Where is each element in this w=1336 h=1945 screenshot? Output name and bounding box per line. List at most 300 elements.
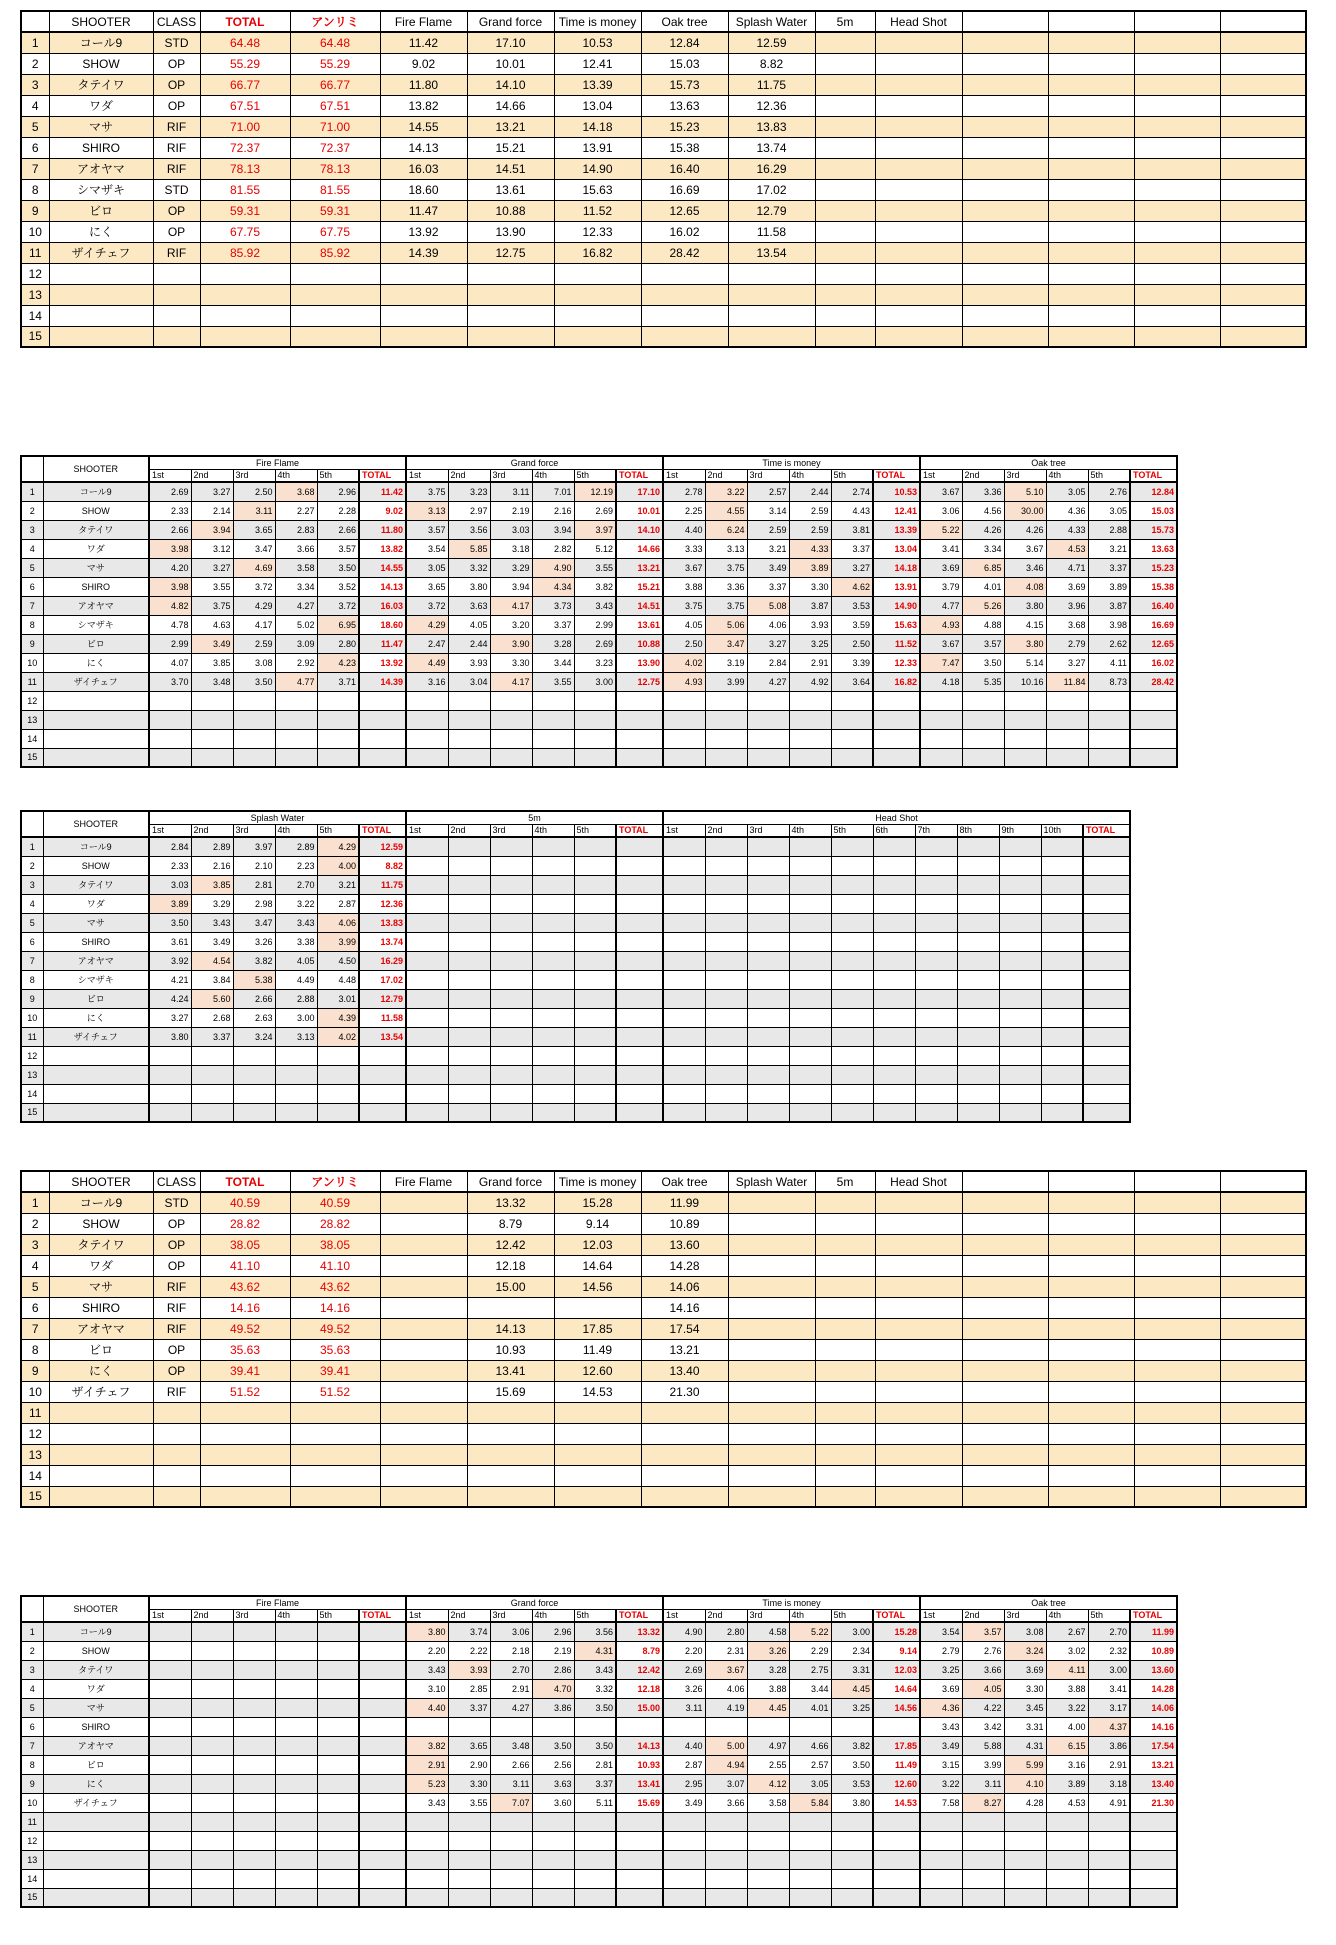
table-row bbox=[21, 179, 1306, 200]
score-cell bbox=[574, 1008, 616, 1027]
score-cell: 4.19 bbox=[705, 1698, 747, 1717]
score-cell bbox=[831, 1850, 873, 1869]
score-cell bbox=[663, 932, 705, 951]
score-cell bbox=[275, 1755, 317, 1774]
blank-cell bbox=[1134, 32, 1220, 53]
event-score-cell: 13.39 bbox=[554, 74, 641, 95]
score-cell bbox=[962, 710, 1004, 729]
discipline-header: Grand force bbox=[406, 456, 663, 469]
score-cell bbox=[789, 691, 831, 710]
score-cell bbox=[962, 1888, 1004, 1907]
summary-table bbox=[20, 1170, 1307, 1508]
shooter-name-cell: ワダ bbox=[43, 894, 149, 913]
score-cell: 3.56 bbox=[448, 520, 490, 539]
score-cell: 3.67 bbox=[705, 1660, 747, 1679]
event-column-header: Oak tree bbox=[641, 11, 728, 32]
event-score-cell: 15.28 bbox=[554, 1192, 641, 1213]
total-cell: 67.51 bbox=[200, 95, 290, 116]
score-cell bbox=[1041, 913, 1083, 932]
score-cell: 3.75 bbox=[705, 558, 747, 577]
shooter-name-cell: マサ bbox=[49, 1276, 153, 1297]
row-number-cell: 14 bbox=[21, 729, 43, 748]
score-cell: 3.50 bbox=[962, 653, 1004, 672]
score-cell bbox=[574, 1103, 616, 1122]
event-total-cell: 21.30 bbox=[1130, 1793, 1177, 1812]
score-cell bbox=[448, 729, 490, 748]
score-cell bbox=[747, 748, 789, 767]
score-cell bbox=[490, 913, 532, 932]
shooter-name-cell bbox=[43, 1888, 149, 1907]
score-cell: 3.68 bbox=[275, 482, 317, 501]
total-cell: 78.13 bbox=[200, 158, 290, 179]
score-cell: 3.03 bbox=[149, 875, 191, 894]
total-cell bbox=[200, 305, 290, 326]
score-cell bbox=[448, 913, 490, 932]
score-cell: 3.37 bbox=[1088, 558, 1130, 577]
score-cell: 3.48 bbox=[191, 672, 233, 691]
shot-column-header: 5th bbox=[317, 469, 359, 482]
row-number-cell: 5 bbox=[21, 1276, 49, 1297]
blank-cell bbox=[962, 305, 1048, 326]
blank-cell bbox=[1134, 221, 1220, 242]
blank-cell bbox=[962, 326, 1048, 347]
total-cell bbox=[200, 1402, 290, 1423]
row-number-cell: 13 bbox=[21, 1850, 43, 1869]
score-cell bbox=[574, 1869, 616, 1888]
event-score-cell: 13.92 bbox=[380, 221, 467, 242]
blank-cell bbox=[1048, 1192, 1134, 1213]
score-cell: 4.31 bbox=[1004, 1736, 1046, 1755]
score-cell bbox=[191, 1755, 233, 1774]
shooter-name-cell: ビロ bbox=[43, 1755, 149, 1774]
score-cell: 3.12 bbox=[191, 539, 233, 558]
event-score-cell: 13.82 bbox=[380, 95, 467, 116]
score-cell bbox=[915, 856, 957, 875]
score-cell: 3.64 bbox=[831, 672, 873, 691]
score-cell bbox=[317, 1831, 359, 1850]
event-score-cell bbox=[554, 326, 641, 347]
shooter-column-header: SHOOTER bbox=[43, 811, 149, 837]
score-cell: 6.95 bbox=[317, 615, 359, 634]
score-cell: 3.73 bbox=[532, 596, 574, 615]
event-score-cell bbox=[815, 1234, 875, 1255]
score-cell: 7.07 bbox=[490, 1793, 532, 1812]
score-cell: 4.39 bbox=[317, 1008, 359, 1027]
score-cell bbox=[747, 875, 789, 894]
total-cell: 39.41 bbox=[200, 1360, 290, 1381]
score-cell: 3.34 bbox=[275, 577, 317, 596]
score-cell: 2.33 bbox=[149, 856, 191, 875]
score-cell bbox=[406, 951, 448, 970]
score-cell bbox=[1041, 932, 1083, 951]
table-row bbox=[21, 729, 1177, 748]
blank-cell bbox=[962, 74, 1048, 95]
discipline-header-row bbox=[21, 811, 1130, 824]
event-score-cell bbox=[380, 1486, 467, 1507]
score-cell bbox=[149, 1850, 191, 1869]
score-cell bbox=[1041, 1046, 1083, 1065]
row-number-cell: 11 bbox=[21, 1027, 43, 1046]
event-total-cell: 12.18 bbox=[616, 1679, 663, 1698]
score-cell bbox=[831, 989, 873, 1008]
score-cell bbox=[1041, 1103, 1083, 1122]
discipline-header: 5m bbox=[406, 811, 663, 824]
score-cell: 3.43 bbox=[574, 1660, 616, 1679]
event-total-cell: 13.92 bbox=[359, 653, 406, 672]
score-cell bbox=[747, 1065, 789, 1084]
event-score-cell bbox=[728, 326, 815, 347]
event-total-cell: 15.23 bbox=[1130, 558, 1177, 577]
score-cell bbox=[317, 1679, 359, 1698]
detail-table bbox=[20, 1595, 1178, 1908]
total-cell: 72.37 bbox=[200, 137, 290, 158]
event-score-cell: 15.03 bbox=[641, 53, 728, 74]
class-column-header: CLASS bbox=[153, 1171, 200, 1192]
score-cell bbox=[490, 710, 532, 729]
score-cell bbox=[873, 1065, 915, 1084]
score-cell bbox=[747, 710, 789, 729]
total-column-header: TOTAL bbox=[616, 1609, 663, 1622]
blank-cell bbox=[1220, 1423, 1306, 1444]
score-cell: 5.02 bbox=[275, 615, 317, 634]
event-total-cell: 14.64 bbox=[873, 1679, 920, 1698]
event-total-cell: 14.90 bbox=[873, 596, 920, 615]
event-total-cell: 15.69 bbox=[616, 1793, 663, 1812]
event-score-cell bbox=[641, 1444, 728, 1465]
score-cell bbox=[831, 1046, 873, 1065]
event-total-cell bbox=[616, 691, 663, 710]
row-number-cell: 10 bbox=[21, 221, 49, 242]
shot-column-header: 1st bbox=[920, 469, 962, 482]
score-cell: 2.83 bbox=[275, 520, 317, 539]
unlimited-total-cell: 64.48 bbox=[290, 32, 380, 53]
event-score-cell: 13.83 bbox=[728, 116, 815, 137]
score-cell: 4.31 bbox=[574, 1641, 616, 1660]
score-cell: 2.98 bbox=[233, 894, 275, 913]
unlimited-total-cell bbox=[290, 1444, 380, 1465]
score-cell bbox=[957, 856, 999, 875]
blank-cell bbox=[1134, 305, 1220, 326]
shooter-name-cell: SHIRO bbox=[49, 137, 153, 158]
event-score-cell bbox=[467, 1402, 554, 1423]
blank-cell bbox=[1048, 74, 1134, 95]
event-score-cell bbox=[554, 263, 641, 284]
score-cell: 3.43 bbox=[406, 1660, 448, 1679]
event-score-cell bbox=[875, 263, 962, 284]
detail-table bbox=[20, 810, 1131, 1123]
score-cell bbox=[999, 1027, 1041, 1046]
score-cell: 2.19 bbox=[532, 1641, 574, 1660]
row-number-cell: 10 bbox=[21, 1008, 43, 1027]
score-cell bbox=[490, 691, 532, 710]
score-cell: 2.63 bbox=[233, 1008, 275, 1027]
event-total-cell: 13.39 bbox=[873, 520, 920, 539]
score-cell: 3.50 bbox=[149, 913, 191, 932]
shot-column-header: 6th bbox=[873, 824, 915, 837]
event-score-cell bbox=[728, 1192, 815, 1213]
score-cell bbox=[317, 1103, 359, 1122]
score-cell bbox=[663, 837, 705, 856]
score-cell: 4.90 bbox=[532, 558, 574, 577]
score-cell: 3.67 bbox=[663, 558, 705, 577]
total-cell bbox=[200, 1486, 290, 1507]
event-score-cell bbox=[467, 1486, 554, 1507]
row-number-cell: 13 bbox=[21, 710, 43, 729]
score-cell bbox=[406, 989, 448, 1008]
event-score-cell bbox=[380, 1402, 467, 1423]
score-cell bbox=[532, 1046, 574, 1065]
score-cell bbox=[789, 951, 831, 970]
blank-cell bbox=[962, 1402, 1048, 1423]
unlimited-total-cell: 66.77 bbox=[290, 74, 380, 95]
score-cell bbox=[191, 1888, 233, 1907]
discipline-header: Grand force bbox=[406, 1596, 663, 1609]
event-total-cell: 12.41 bbox=[873, 501, 920, 520]
score-cell bbox=[275, 1698, 317, 1717]
shooter-name-cell: マサ bbox=[43, 913, 149, 932]
table-header bbox=[21, 811, 1130, 837]
score-cell bbox=[317, 1850, 359, 1869]
score-cell: 4.29 bbox=[233, 596, 275, 615]
score-cell bbox=[191, 1869, 233, 1888]
score-cell: 4.17 bbox=[233, 615, 275, 634]
score-cell: 3.98 bbox=[1088, 615, 1130, 634]
shot-column-header: 10th bbox=[1041, 824, 1083, 837]
score-cell: 3.25 bbox=[789, 634, 831, 653]
score-cell bbox=[149, 1717, 191, 1736]
blank-cell bbox=[1134, 1318, 1220, 1339]
score-cell bbox=[1088, 748, 1130, 767]
score-cell: 3.02 bbox=[1046, 1641, 1088, 1660]
score-cell bbox=[789, 875, 831, 894]
event-score-cell bbox=[380, 284, 467, 305]
score-cell: 3.18 bbox=[490, 539, 532, 558]
score-cell bbox=[1004, 1869, 1046, 1888]
score-cell: 3.37 bbox=[532, 615, 574, 634]
score-cell: 2.44 bbox=[789, 482, 831, 501]
blank-cell bbox=[962, 1255, 1048, 1276]
event-score-cell: 13.60 bbox=[641, 1234, 728, 1255]
score-cell bbox=[448, 1027, 490, 1046]
score-cell: 2.68 bbox=[191, 1008, 233, 1027]
shot-column-header: 3rd bbox=[233, 469, 275, 482]
class-cell: OP bbox=[153, 200, 200, 221]
event-total-cell: 14.39 bbox=[359, 672, 406, 691]
row-number-cell: 9 bbox=[21, 989, 43, 1008]
event-score-cell: 11.58 bbox=[728, 221, 815, 242]
score-cell bbox=[663, 1008, 705, 1027]
blank-cell bbox=[1220, 1213, 1306, 1234]
score-cell bbox=[915, 1046, 957, 1065]
score-cell: 3.72 bbox=[317, 596, 359, 615]
score-cell bbox=[873, 894, 915, 913]
event-total-cell bbox=[359, 1660, 406, 1679]
shot-column-header: 5th bbox=[831, 824, 873, 837]
score-cell bbox=[957, 1103, 999, 1122]
score-cell bbox=[275, 1793, 317, 1812]
event-total-cell: 15.28 bbox=[873, 1622, 920, 1641]
shooter-name-cell bbox=[43, 1831, 149, 1850]
score-cell bbox=[149, 1755, 191, 1774]
shot-column-header: 4th bbox=[789, 824, 831, 837]
total-cell bbox=[200, 1465, 290, 1486]
score-cell: 3.43 bbox=[406, 1793, 448, 1812]
score-cell bbox=[705, 856, 747, 875]
score-cell bbox=[789, 913, 831, 932]
shot-column-header: 2nd bbox=[705, 824, 747, 837]
score-cell bbox=[920, 748, 962, 767]
event-score-cell bbox=[728, 1486, 815, 1507]
score-cell: 3.28 bbox=[747, 1660, 789, 1679]
score-cell: 5.85 bbox=[448, 539, 490, 558]
event-total-cell bbox=[616, 1103, 663, 1122]
score-cell: 3.29 bbox=[191, 894, 233, 913]
class-column-header: CLASS bbox=[153, 11, 200, 32]
event-total-cell bbox=[616, 875, 663, 894]
score-cell bbox=[317, 1698, 359, 1717]
score-cell bbox=[1004, 729, 1046, 748]
shooter-name-cell: マサ bbox=[43, 1698, 149, 1717]
event-score-cell: 13.61 bbox=[467, 179, 554, 200]
table-row bbox=[21, 1850, 1177, 1869]
score-cell bbox=[275, 1065, 317, 1084]
table-row bbox=[21, 501, 1177, 520]
shooter-name-cell: にく bbox=[43, 653, 149, 672]
event-score-cell: 13.41 bbox=[467, 1360, 554, 1381]
shooter-name-cell: ビロ bbox=[49, 1339, 153, 1360]
score-cell: 2.23 bbox=[275, 856, 317, 875]
score-cell bbox=[275, 1046, 317, 1065]
score-cell bbox=[275, 710, 317, 729]
event-total-cell bbox=[1083, 951, 1130, 970]
score-cell bbox=[663, 1027, 705, 1046]
score-cell bbox=[873, 970, 915, 989]
unlimited-total-cell: 40.59 bbox=[290, 1192, 380, 1213]
score-cell bbox=[532, 1850, 574, 1869]
shot-column-header: 1st bbox=[406, 824, 448, 837]
score-cell: 4.17 bbox=[490, 672, 532, 691]
table-row bbox=[21, 1027, 1130, 1046]
event-score-cell bbox=[728, 1234, 815, 1255]
event-score-cell: 16.03 bbox=[380, 158, 467, 179]
shooter-column-header: SHOOTER bbox=[43, 456, 149, 482]
total-column-header: TOTAL bbox=[1130, 469, 1177, 482]
event-total-cell bbox=[359, 1622, 406, 1641]
score-cell: 5.38 bbox=[233, 970, 275, 989]
blank-cell bbox=[1220, 137, 1306, 158]
shooter-name-cell: ワダ bbox=[43, 1679, 149, 1698]
shot-column-header: 3rd bbox=[233, 1609, 275, 1622]
unlimited-total-cell: 67.51 bbox=[290, 95, 380, 116]
score-cell bbox=[1041, 1008, 1083, 1027]
score-cell bbox=[915, 1027, 957, 1046]
corner-header bbox=[21, 1596, 43, 1622]
score-cell: 2.50 bbox=[663, 634, 705, 653]
event-total-cell bbox=[616, 837, 663, 856]
event-score-cell: 14.39 bbox=[380, 242, 467, 263]
table-row bbox=[21, 1318, 1306, 1339]
score-cell: 2.57 bbox=[789, 1755, 831, 1774]
event-score-cell bbox=[380, 263, 467, 284]
shot-column-header: 1st bbox=[149, 1609, 191, 1622]
corner-header bbox=[21, 456, 43, 482]
score-cell: 3.06 bbox=[920, 501, 962, 520]
score-cell: 3.31 bbox=[1004, 1717, 1046, 1736]
event-score-cell bbox=[875, 179, 962, 200]
score-cell: 3.36 bbox=[962, 482, 1004, 501]
score-cell bbox=[999, 989, 1041, 1008]
score-cell bbox=[574, 710, 616, 729]
event-score-cell: 14.90 bbox=[554, 158, 641, 179]
score-cell: 4.08 bbox=[1004, 577, 1046, 596]
blank-cell bbox=[1220, 1486, 1306, 1507]
shot-column-header: 2nd bbox=[448, 469, 490, 482]
table-row bbox=[21, 137, 1306, 158]
score-cell: 3.53 bbox=[831, 596, 873, 615]
score-cell: 3.86 bbox=[1088, 1736, 1130, 1755]
blank-cell bbox=[1048, 1297, 1134, 1318]
row-number-cell: 12 bbox=[21, 1423, 49, 1444]
score-cell bbox=[233, 1622, 275, 1641]
shooter-name-cell bbox=[43, 1869, 149, 1888]
blank-cell bbox=[1048, 1339, 1134, 1360]
score-cell bbox=[747, 837, 789, 856]
score-cell: 2.28 bbox=[317, 501, 359, 520]
score-cell bbox=[1041, 856, 1083, 875]
event-score-cell: 14.56 bbox=[554, 1276, 641, 1297]
total-cell bbox=[200, 284, 290, 305]
blank-cell bbox=[962, 1276, 1048, 1297]
discipline-header: Time is money bbox=[663, 1596, 920, 1609]
blank-cell bbox=[1134, 95, 1220, 116]
total-cell: 41.10 bbox=[200, 1255, 290, 1276]
shooter-name-cell: ワダ bbox=[49, 95, 153, 116]
event-score-cell: 13.74 bbox=[728, 137, 815, 158]
blank-cell bbox=[1134, 284, 1220, 305]
score-cell bbox=[1041, 1065, 1083, 1084]
score-cell bbox=[999, 913, 1041, 932]
score-cell: 2.69 bbox=[149, 482, 191, 501]
event-total-cell bbox=[359, 1717, 406, 1736]
header-row bbox=[21, 11, 1306, 32]
score-cell: 3.43 bbox=[920, 1717, 962, 1736]
event-score-cell bbox=[467, 1444, 554, 1465]
total-column-header: TOTAL bbox=[873, 469, 920, 482]
score-cell bbox=[149, 729, 191, 748]
score-cell bbox=[962, 729, 1004, 748]
score-cell bbox=[532, 932, 574, 951]
event-total-cell: 15.73 bbox=[1130, 520, 1177, 539]
unlimited-total-cell: 49.52 bbox=[290, 1318, 380, 1339]
shooter-name-cell: ビロ bbox=[49, 200, 153, 221]
score-cell: 3.89 bbox=[1088, 577, 1130, 596]
score-cell: 2.22 bbox=[448, 1641, 490, 1660]
score-cell bbox=[275, 1622, 317, 1641]
table-row bbox=[21, 242, 1306, 263]
table-row bbox=[21, 856, 1130, 875]
event-total-cell: 14.66 bbox=[616, 539, 663, 558]
score-cell: 3.27 bbox=[747, 634, 789, 653]
blank-cell bbox=[962, 1234, 1048, 1255]
score-cell bbox=[789, 932, 831, 951]
blank-cell bbox=[1048, 284, 1134, 305]
event-score-cell bbox=[815, 95, 875, 116]
shooter-name-cell: シマザキ bbox=[43, 615, 149, 634]
score-cell bbox=[448, 1103, 490, 1122]
event-score-cell bbox=[467, 284, 554, 305]
score-cell: 3.37 bbox=[191, 1027, 233, 1046]
score-cell bbox=[233, 1046, 275, 1065]
